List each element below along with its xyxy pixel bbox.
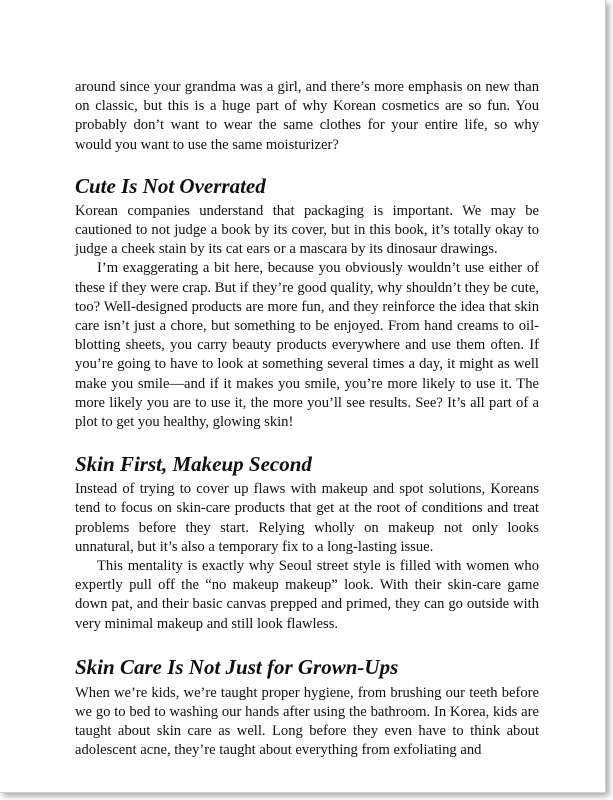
- section-heading: Skin First, Makeup Second: [75, 452, 312, 477]
- body-paragraph: Instead of trying to cover up flaws with makeup and spot solutions, Koreans tend to focus on skin-care products that get at the root of conditions and treat problems before they start. Relying wholly on makeup not only looks unnatural, but it’s also a temporary fix to a long-lasting issue.: [75, 481, 539, 555]
- page-body: [75, 78, 539, 761]
- section-skin-first-makeup-second: [75, 451, 539, 634]
- body-paragraph: This mentality is exactly why Seoul street style is filled with women who expertly pull off the “no makeup makeup” look. With their skin-care game down pat, and their basic canvas prepped and primed, they can go outside with very minimal makeup and still look flawless.: [75, 558, 539, 632]
- body-paragraph: Korean companies understand that packaging is important. We may be cautioned to not judge a book by its cover, but in this book, it’s totally okay to judge a cheek stain by its cat ears or a mascara by its dinosaur drawings.: [75, 202, 539, 258]
- section-skin-care-not-just-for-grown-ups: [75, 654, 539, 761]
- section-heading: Skin Care Is Not Just for Grown-Ups: [75, 654, 399, 679]
- body-paragraph: I’m exaggerating a bit here, because you obviously wouldn’t use either of these if they were crap. But if they’re good quality, why shouldn’t they be cute, too? Well-designed products are more fun, and they reinforce the idea that skin care isn’t just a chore, but something to be enjoyed. From hand creams to oil-blotting sheets, you carry beauty products everywhere and use them often. If you’re going to have to look at something several times a day, it might as well make you smile—and if it makes you smile, you’re more likely to use it. The more likely you are to use it, the more you’ll see results. See? It’s all part of a plot to get you healthy, glowing skin!: [75, 260, 539, 431]
- section-heading: Cute Is Not Overrated: [75, 173, 266, 198]
- body-paragraph: When we’re kids, we’re taught proper hygiene, from brushing our teeth before we go to bed to washing our hands after using the bathroom. In Korea, kids are taught about skin care as well. Long before they even have to think about adolescent acne, they’re taught about everything from exfoliating and: [75, 684, 539, 759]
- intro-paragraph: around since your grandma was a girl, and there’s more emphasis on new than on classic, but this is a huge part of why Korean cosmetics are so fun. You probably don’t want to wear the same clothes for your entire life, so why would you want to use the same moisturizer?: [75, 79, 539, 153]
- section-cute-is-not-overrated: [75, 173, 539, 432]
